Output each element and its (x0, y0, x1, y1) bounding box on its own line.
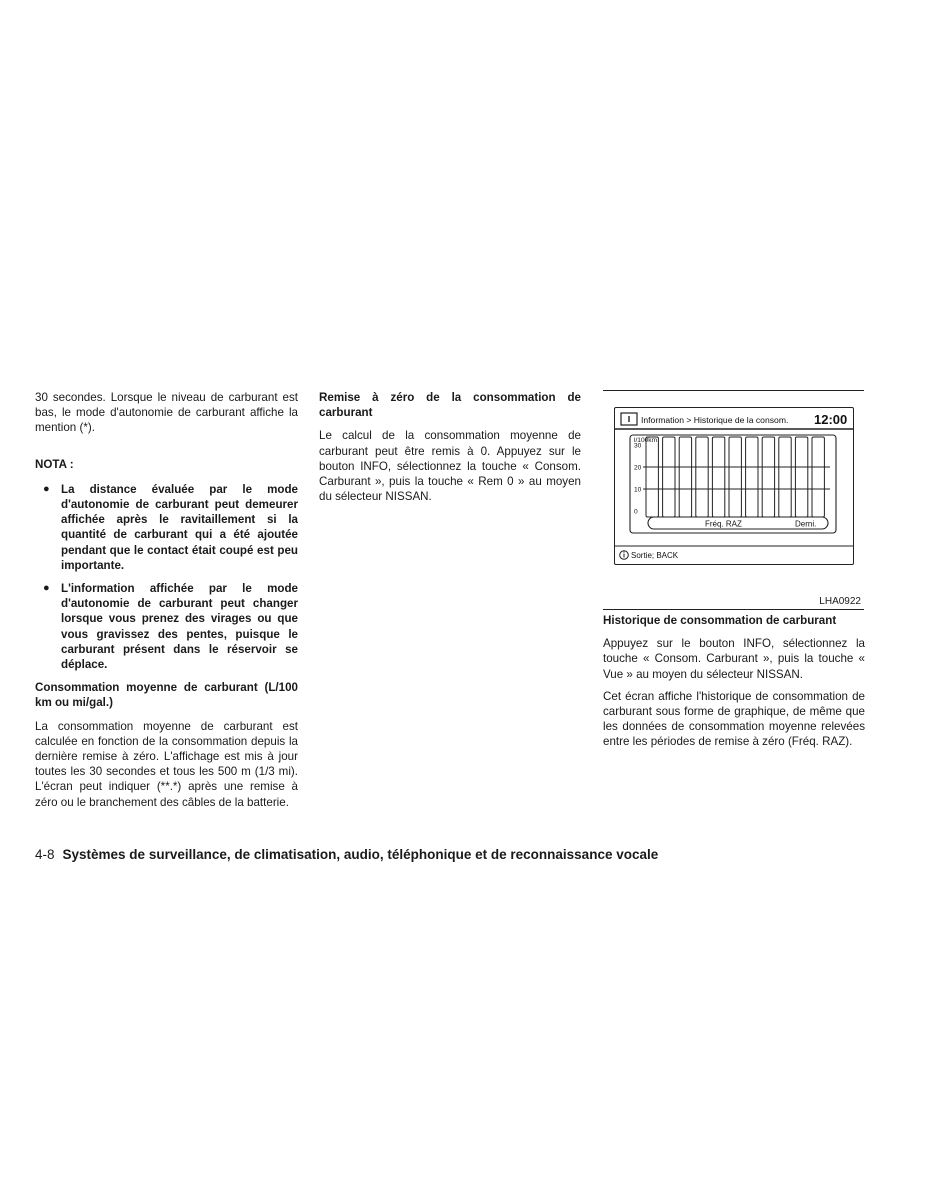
page-footer (35, 847, 658, 862)
history-bar (795, 437, 807, 517)
last-label: Derni. (795, 519, 817, 529)
display-screen (614, 407, 854, 565)
info-icon (621, 413, 637, 425)
nota-list (35, 482, 298, 672)
history-bar (696, 437, 708, 517)
history-bar (663, 437, 675, 517)
section-heading-reset: Remise à zéro de la consommation de carburant (319, 391, 581, 420)
history-paragraph-2: Cet écran affiche l'historique de consommation de carburant sous forme de graphique, de même que les données de consommation moyenne relevées entre les périodes de remise à zéro (Fréq. RAZ). (603, 689, 865, 749)
screen-breadcrumb: Information > Historique de la consom. (641, 415, 789, 425)
chart-y-ticks (634, 443, 830, 516)
history-bar (762, 437, 774, 517)
chart-bars (646, 437, 824, 517)
chapter-title: Systèmes de surveillance, de climatisation, audio, téléphonique et de reconnaissance vocale (62, 847, 659, 862)
figure-code: LHA0922 (819, 596, 861, 607)
history-paragraph-1: Appuyez sur le bouton INFO, sélectionnez la touche « Consom. Carburant », puis la touche « Vue » au moyen du sélecteur NISSAN. (603, 637, 865, 681)
history-bar (679, 437, 691, 517)
y-tick-label: 20 (634, 464, 642, 472)
nota-label: NOTA : (35, 457, 74, 471)
section-heading-average: Consommation moyenne de carburant (L/100 km ou mi/gal.) (35, 681, 298, 710)
bullet-icon: ● (43, 582, 50, 595)
page-number: 4-8 (35, 847, 55, 862)
column-right (603, 613, 865, 750)
list-item: ● L'information affichée par le mode d'autonomie de carburant peut changer lorsque vous prenez des virages ou que vous gravissez des pentes, puisque le carburant présent dans le réservoir se déplace. (43, 582, 298, 672)
display-graphic (615, 408, 853, 564)
history-bar (729, 437, 741, 517)
column-left (35, 390, 298, 810)
history-bar (646, 437, 658, 517)
y-tick-label: 10 (634, 486, 642, 494)
chart-frame (630, 435, 836, 533)
history-bar (812, 437, 824, 517)
history-bar (746, 437, 758, 517)
reset-paragraph: Le calcul de la consommation moyenne de carburant peut être remis à 0. Appuyez sur le bouton INFO, sélectionnez la touche « Consom. Carburant », puis la touche « Rem 0 » au moyen du sélecteur NISSAN. (319, 429, 581, 504)
history-bar (712, 437, 724, 517)
screen-status: Sortie; BACK (631, 551, 679, 560)
screen-illustration (603, 390, 864, 610)
column-middle (319, 390, 581, 504)
average-paragraph: La consommation moyenne de carburant est calculée en fonction de la consommation depuis la dernière remise à zéro. L'affichage est mis à jour toutes les 30 secondes et tous les 500 m (1/3 mi). L'écran peut indiquer (**.*) après une remise à zéro ou le branchement des câbles de la batterie. (35, 719, 298, 809)
y-tick-label: 30 (634, 442, 642, 450)
reset-interval-label: Fréq. RAZ (705, 519, 742, 529)
intro-paragraph: 30 secondes. Lorsque le niveau de carburant est bas, le mode d'autonomie de carburant affiche la mention (*). (35, 391, 298, 435)
y-tick-label: 0 (634, 508, 638, 516)
figure-caption: Historique de consommation de carburant (603, 614, 837, 627)
screen-clock: 12:00 (814, 412, 848, 427)
info-circle-icon (620, 551, 629, 560)
chart-unit: l/100km (634, 437, 658, 444)
bullet-icon: ● (43, 482, 50, 495)
list-item: ● La distance évaluée par le mode d'autonomie de carburant peut demeurer affichée après le ravitaillement si la quantité de carburant qui a été ajoutée pendant que le contact était coupé est peu importante. (43, 482, 298, 572)
history-bar (779, 437, 791, 517)
